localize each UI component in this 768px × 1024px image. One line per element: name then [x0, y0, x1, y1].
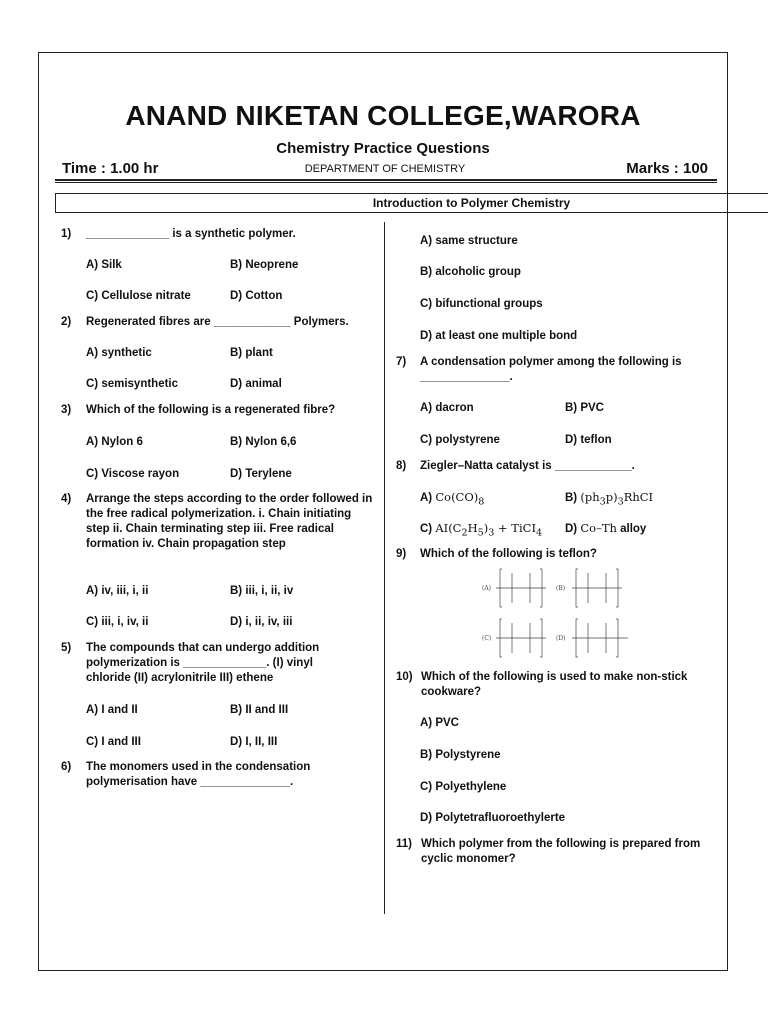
- question-text: Ziegler–Natta catalyst is ____________.: [420, 460, 635, 472]
- header-rule-thin: [55, 182, 717, 183]
- option-d: D) i, ii, iv, iii: [230, 616, 293, 628]
- option-c: [420, 521, 542, 540]
- option-a: A) PVC: [420, 717, 459, 729]
- structure-c: [496, 619, 546, 657]
- structure-b: [572, 569, 622, 607]
- option-c: C) semisynthetic: [86, 378, 179, 390]
- option-c: C) Viscose rayon: [86, 468, 180, 480]
- college-name: ANAND NIKETAN COLLEGE,WARORA: [125, 100, 641, 131]
- option-a: A) iv, iii, i, ii: [86, 585, 149, 597]
- question-number: 3): [61, 404, 72, 416]
- question-number: 2): [61, 316, 72, 328]
- option-c: C) Polyethylene: [420, 781, 507, 793]
- option-a: A) dacron: [420, 402, 474, 414]
- option-b: B) PVC: [565, 402, 604, 414]
- figure-label-a: (A): [482, 585, 492, 592]
- question-number: 4): [61, 493, 72, 505]
- question-number: 10): [396, 671, 413, 683]
- option-d: D) Polytetrafluoroethylerte: [420, 812, 566, 824]
- option-c: C) polystyrene: [420, 434, 500, 446]
- option-letter: A): [420, 492, 436, 504]
- option-d: D) animal: [230, 378, 282, 390]
- option-b: B) Neoprene: [230, 259, 299, 271]
- exam-time: Time : 1.00 hr: [62, 160, 159, 177]
- question-text: The compounds that can undergo addition polymerization is _____________. (I) vinyl chloride (II) acrylonitrile III) ethene: [86, 642, 320, 684]
- figure-label-d: (D): [556, 635, 566, 642]
- option-d: D) at least one multiple bond: [420, 330, 578, 342]
- polymer-structures-figure: [478, 563, 638, 663]
- question-number: 1): [61, 228, 72, 240]
- option-letter: C): [420, 523, 436, 535]
- option-c: C) I and III: [86, 736, 141, 748]
- option-c: C) Cellulose nitrate: [86, 290, 191, 302]
- question-number: 9): [396, 548, 407, 560]
- option-a: A) I and II: [86, 704, 138, 716]
- option-b: B) iii, i, ii, iv: [230, 585, 294, 597]
- question-number: 7): [396, 356, 407, 368]
- option-a: [420, 490, 484, 509]
- section-title: Introduction to Polymer Chemistry: [372, 196, 571, 210]
- question-text: Regenerated fibres are ____________ Polymers.: [86, 316, 349, 328]
- option-a: A) Nylon 6: [86, 436, 143, 448]
- question-number: 6): [61, 761, 72, 773]
- formula: Co–Th: [580, 521, 617, 535]
- exam-info-line: [55, 160, 715, 180]
- option-b: B) plant: [230, 347, 273, 359]
- question-text: Which of the following is teflon?: [420, 548, 597, 560]
- department-name: DEPARTMENT OF CHEMISTRY: [304, 163, 466, 175]
- option-a: A) synthetic: [86, 347, 152, 359]
- question-text: Which of the following is used to make non-stick cookware?: [421, 671, 688, 698]
- exam-marks: Marks : 100: [626, 160, 708, 177]
- paper-subtitle: Chemistry Practice Questions: [276, 140, 490, 157]
- option-d: D) I, II, III: [230, 736, 278, 748]
- question-text: The monomers used in the condensation polymerisation have ______________.: [86, 761, 311, 788]
- option-d: D) teflon: [565, 434, 612, 446]
- option-b: B) alcoholic group: [420, 266, 521, 278]
- option-b: B) Nylon 6,6: [230, 436, 297, 448]
- question-text: A condensation polymer among the following is ______________.: [420, 356, 682, 383]
- question-number: 8): [396, 460, 407, 472]
- option-a: A) same structure: [420, 235, 518, 247]
- question-text: _____________ is a synthetic polymer.: [86, 228, 296, 240]
- formula: $(ph_3p)_3RhCI$: [580, 490, 654, 508]
- option-d: [565, 521, 646, 537]
- option-c: C) iii, i, iv, ii: [86, 616, 149, 628]
- option-b: [565, 490, 653, 509]
- option-d: D) Cotton: [230, 290, 283, 302]
- header-rule: [55, 179, 717, 181]
- formula: $AI(C_2H_5)_3$ + TiCI$_4$: [435, 521, 543, 539]
- question-text: Which polymer from the following is prepared from cyclic monomer?: [421, 838, 701, 865]
- figure-label-c: (C): [482, 635, 492, 642]
- option-b: B) Polystyrene: [420, 749, 501, 761]
- column-divider: [384, 222, 385, 914]
- option-d: D) Terylene: [230, 468, 292, 480]
- option-a: A) Silk: [86, 259, 122, 271]
- option-b: B) II and III: [230, 704, 289, 716]
- question-number: 5): [61, 642, 72, 654]
- formula-word: alloy: [620, 523, 647, 535]
- option-c: C) bifunctional groups: [420, 298, 543, 310]
- structure-d: [572, 619, 628, 657]
- question-text: Arrange the steps according to the order followed in the free radical polymerization. i. Chain initiating step ii. Chain terminating step iii. Free radical formation iv. Chain propagation step: [86, 493, 373, 550]
- option-letter: B): [565, 492, 581, 504]
- question-number: 11): [396, 838, 412, 850]
- formula: $Co(CO)_8$: [435, 490, 485, 508]
- figure-label-b: (B): [556, 585, 566, 592]
- question-text: Which of the following is a regenerated fibre?: [86, 404, 336, 416]
- option-letter: D): [565, 523, 581, 535]
- structure-a: [496, 569, 546, 607]
